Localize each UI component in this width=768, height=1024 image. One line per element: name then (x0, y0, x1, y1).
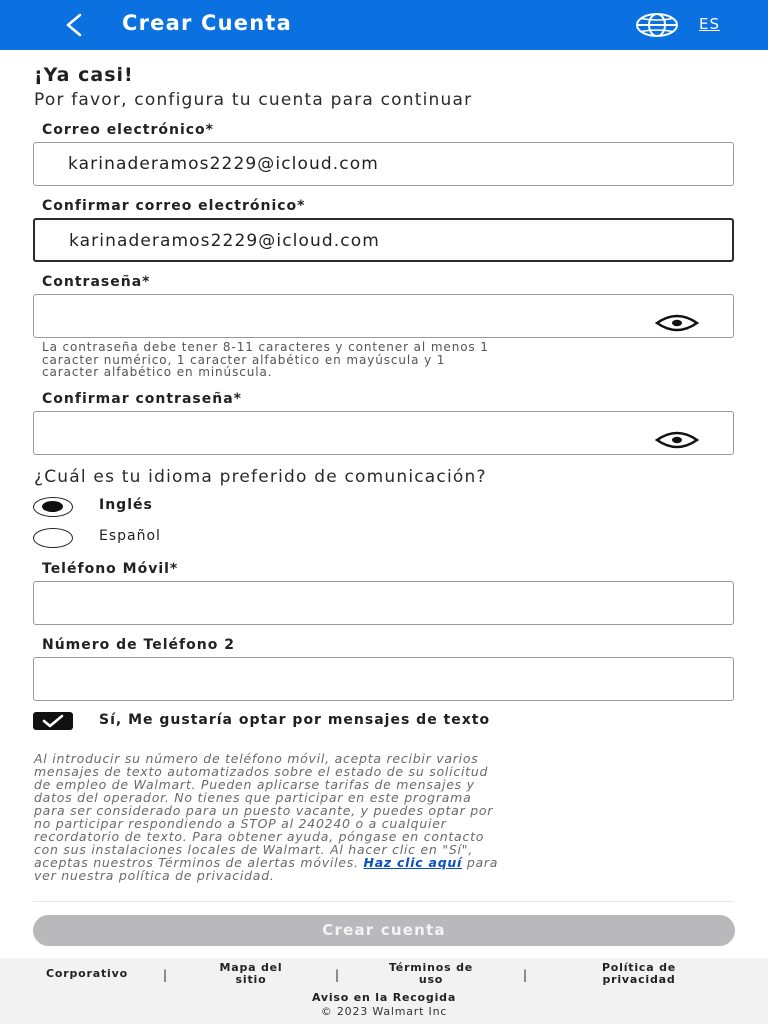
privacy-policy-link[interactable]: Haz clic aquí (363, 855, 463, 870)
confirm-password-label: Confirmar contraseña* (42, 391, 242, 407)
footer-link-text: sitio (235, 973, 267, 986)
create-account-button[interactable]: Crear cuenta (33, 915, 735, 946)
footer-separator: | (335, 968, 340, 982)
globe-icon[interactable] (634, 12, 680, 38)
form-subheading: Por favor, configura tu cuenta para continuar (34, 90, 473, 110)
disclaimer-line: Al introducir su número de teléfono móvil, acepta recibir varios (34, 751, 479, 766)
phone2-field[interactable] (33, 657, 734, 701)
sms-optin-checkbox[interactable] (33, 712, 73, 730)
mobile-phone-field[interactable] (33, 581, 734, 625)
page-title: Crear Cuenta (122, 11, 293, 35)
footer (0, 958, 768, 1024)
hint-line: caracter numérico, 1 caracter alfabético en mayúscula y 1 (42, 352, 446, 367)
confirm-email-field[interactable]: karinaderamos2229@icloud.com (33, 218, 734, 262)
eye-icon[interactable] (655, 307, 699, 327)
disclaimer-text: para (462, 855, 499, 870)
disclaimer-line: ver nuestra política de privacidad. (34, 868, 275, 883)
disclaimer-line: de empleo de Walmart. Pueden aplicarse tarifas de mensajes y (34, 777, 475, 792)
footer-link-text: uso (418, 973, 444, 986)
footer-link-text: Términos de (388, 961, 474, 974)
copyright-text: © 2023 Walmart Inc (320, 1005, 448, 1018)
email-field[interactable]: karinaderamos2229@icloud.com (33, 142, 734, 186)
confirm-email-label: Confirmar correo electrónico* (42, 198, 306, 214)
footer-link-text: privacidad (602, 973, 676, 986)
footer-separator: | (523, 968, 528, 982)
disclaimer-line: mensajes de texto automatizados sobre el estado de su solicitud (34, 764, 489, 779)
footer-link-privacy[interactable] (580, 962, 698, 986)
sms-disclaimer (34, 752, 734, 882)
hint-line: La contraseña debe tener 8-11 caracteres y contener al menos 1 (42, 340, 489, 354)
mobile-phone-label: Teléfono Móvil* (42, 561, 179, 577)
form-heading: ¡Ya casi! (34, 64, 134, 86)
disclaimer-text: aceptas nuestros Términos de alertas móviles. (34, 855, 359, 870)
language-question: ¿Cuál es tu idioma preferido de comunicación? (34, 467, 487, 487)
language-toggle-link[interactable]: ES (699, 15, 720, 33)
divider (33, 901, 734, 902)
eye-icon[interactable] (655, 424, 699, 444)
back-chevron-icon[interactable] (60, 11, 88, 39)
disclaimer-line: recordatorio de texto. Para obtener ayuda, póngase en contacto (34, 829, 485, 844)
password-requirements-hint (42, 341, 722, 379)
hint-line: caracter alfabético en minúscula. (42, 365, 273, 379)
checkmark-icon (33, 712, 73, 730)
disclaimer-line: datos del operador. No tienes que participar en este programa (34, 790, 472, 805)
disclaimer-line: para ser considerado para un puesto vacante, y puedes optar por (34, 803, 494, 818)
footer-link-sitemap[interactable] (196, 962, 306, 986)
footer-link-corporate[interactable]: Corporativo (46, 967, 128, 980)
email-label: Correo electrónico* (42, 122, 214, 138)
footer-link-text: Política de (601, 961, 677, 974)
phone2-label: Número de Teléfono 2 (42, 637, 235, 653)
radio-button-selected[interactable] (33, 497, 73, 517)
password-field[interactable] (33, 294, 734, 338)
radio-label: Inglés (99, 497, 153, 513)
radio-label: Español (99, 528, 161, 544)
footer-link-pickup-notice[interactable]: Aviso en la Recogida (311, 991, 457, 1004)
radio-button[interactable] (33, 528, 73, 548)
password-label: Contraseña* (42, 274, 151, 290)
footer-separator: | (163, 968, 168, 982)
footer-link-terms[interactable] (370, 962, 492, 986)
confirm-password-field[interactable] (33, 411, 734, 455)
footer-link-text: Mapa del (219, 961, 283, 974)
app-header (0, 0, 768, 50)
sms-optin-label: Sí, Me gustaría optar por mensajes de texto (99, 712, 491, 728)
disclaimer-line: con sus instalaciones locales de Walmart. Al hacer clic en "Sí", (34, 842, 473, 857)
disclaimer-line: no participar respondiendo a STOP al 240240 o a cualquier (34, 816, 447, 831)
